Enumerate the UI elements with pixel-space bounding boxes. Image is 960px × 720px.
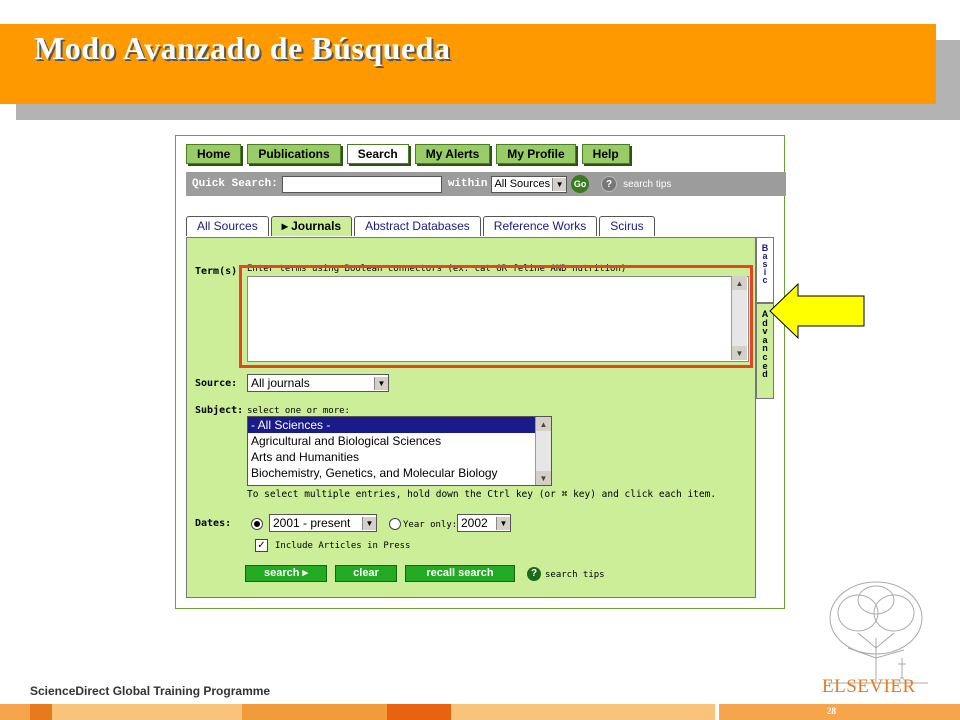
recall-search-button[interactable]: recall search bbox=[405, 565, 515, 582]
subject-option[interactable]: Biochemistry, Genetics, and Molecular Biology bbox=[251, 466, 498, 480]
include-press-checkbox[interactable]: ✓ bbox=[255, 539, 268, 552]
go-button[interactable]: Go bbox=[571, 175, 589, 193]
source-tabs bbox=[186, 216, 657, 236]
scroll-up-icon[interactable]: ▲ bbox=[732, 276, 747, 290]
subject-option[interactable]: Arts and Humanities bbox=[251, 450, 360, 464]
tab-scirus[interactable]: Scirus bbox=[599, 216, 654, 236]
advanced-mode-tab[interactable]: A d v a n c e d bbox=[756, 303, 774, 399]
source-select[interactable] bbox=[247, 374, 389, 392]
subject-scrollbar[interactable] bbox=[535, 417, 551, 485]
subject-hint: select one or more: bbox=[247, 406, 350, 416]
footer-color-bar bbox=[0, 704, 960, 720]
quick-search-bar bbox=[186, 172, 786, 196]
sciencedirect-screenshot bbox=[175, 135, 785, 609]
help-icon[interactable]: ? bbox=[601, 176, 617, 192]
terms-textarea-scroll-wrap bbox=[247, 276, 747, 360]
multi-select-hint bbox=[247, 489, 716, 500]
subject-listbox[interactable] bbox=[247, 416, 552, 486]
date-range-value: 2001 - present bbox=[273, 516, 351, 530]
tab-abstract-databases[interactable]: Abstract Databases bbox=[354, 216, 481, 236]
year-select-value: 2002 bbox=[461, 516, 488, 530]
terms-hint: Enter terms using Boolean connectors (ex: cat OR feline AND nutrition) bbox=[247, 264, 627, 274]
tab-journals-label: Journals bbox=[291, 219, 342, 233]
pointer-arrow-icon bbox=[768, 282, 866, 340]
quick-search-source-select[interactable] bbox=[491, 176, 567, 193]
multi-select-hint-post: key) and click each item. bbox=[573, 489, 717, 500]
clear-button[interactable]: clear bbox=[335, 565, 397, 582]
scroll-up-icon[interactable]: ▲ bbox=[536, 417, 551, 431]
dates-label: Dates: bbox=[195, 518, 232, 529]
quick-search-label: Quick Search: bbox=[192, 178, 278, 190]
quick-search-input[interactable] bbox=[282, 176, 442, 193]
chevron-down-icon: ▼ bbox=[374, 377, 388, 390]
nav-home-button[interactable]: Home bbox=[186, 144, 241, 164]
command-key-icon: ⌘ bbox=[561, 489, 568, 500]
include-press-label: Include Articles in Press bbox=[275, 541, 411, 551]
subject-option[interactable]: - All Sciences - bbox=[248, 417, 551, 433]
source-label: Source: bbox=[195, 378, 238, 389]
chevron-down-icon: ▼ bbox=[362, 517, 376, 530]
quick-search-source-value: All Sources bbox=[494, 178, 551, 190]
date-range-radio[interactable] bbox=[251, 518, 263, 530]
year-only-radio[interactable] bbox=[389, 518, 401, 530]
nav-search-button[interactable]: Search bbox=[347, 144, 409, 164]
scroll-down-icon[interactable]: ▼ bbox=[536, 471, 551, 485]
triangle-right-icon: ▸ bbox=[281, 219, 292, 233]
subject-option[interactable]: Agricultural and Biological Sciences bbox=[251, 434, 442, 448]
tab-reference-works[interactable]: Reference Works bbox=[483, 216, 597, 236]
terms-label: Term(s): bbox=[195, 266, 244, 277]
year-only-label: Year only: bbox=[403, 520, 458, 530]
date-range-select[interactable] bbox=[269, 514, 377, 532]
search-button[interactable]: search ▸ bbox=[245, 565, 327, 582]
source-select-value: All journals bbox=[251, 376, 310, 390]
tab-all-sources[interactable]: All Sources bbox=[186, 216, 269, 236]
chevron-down-icon: ▼ bbox=[496, 517, 510, 530]
footer-text: ScienceDirect Global Training Programme bbox=[30, 684, 271, 698]
nav-alerts-button[interactable]: My Alerts bbox=[415, 144, 491, 164]
slide-title: Modo Avanzado de Búsqueda bbox=[34, 30, 451, 66]
basic-mode-tab[interactable]: B a s i c bbox=[756, 237, 774, 303]
help-icon[interactable]: ? bbox=[527, 567, 541, 581]
terms-scrollbar[interactable] bbox=[731, 276, 747, 360]
multi-select-hint-pre: To select multiple entries, hold down the Ctrl key (or bbox=[247, 489, 556, 500]
year-select[interactable] bbox=[457, 514, 511, 532]
search-tips-link[interactable]: search tips bbox=[545, 570, 605, 580]
tab-journals[interactable] bbox=[271, 216, 352, 236]
subject-label: Subject: bbox=[195, 405, 244, 416]
elsevier-logo-text: ELSEVIER bbox=[822, 676, 916, 697]
within-label: within bbox=[447, 178, 488, 190]
scroll-down-icon[interactable]: ▼ bbox=[732, 346, 747, 360]
top-nav bbox=[186, 144, 630, 164]
chevron-down-icon: ▼ bbox=[552, 178, 566, 191]
page-number: 28 bbox=[827, 706, 836, 716]
search-button-label: search bbox=[263, 567, 300, 579]
nav-profile-button[interactable]: My Profile bbox=[496, 144, 575, 164]
nav-publications-button[interactable]: Publications bbox=[247, 144, 340, 164]
quick-search-tips-link[interactable]: search tips bbox=[623, 178, 672, 190]
nav-help-button[interactable]: Help bbox=[582, 144, 630, 164]
advanced-search-panel bbox=[186, 237, 756, 598]
